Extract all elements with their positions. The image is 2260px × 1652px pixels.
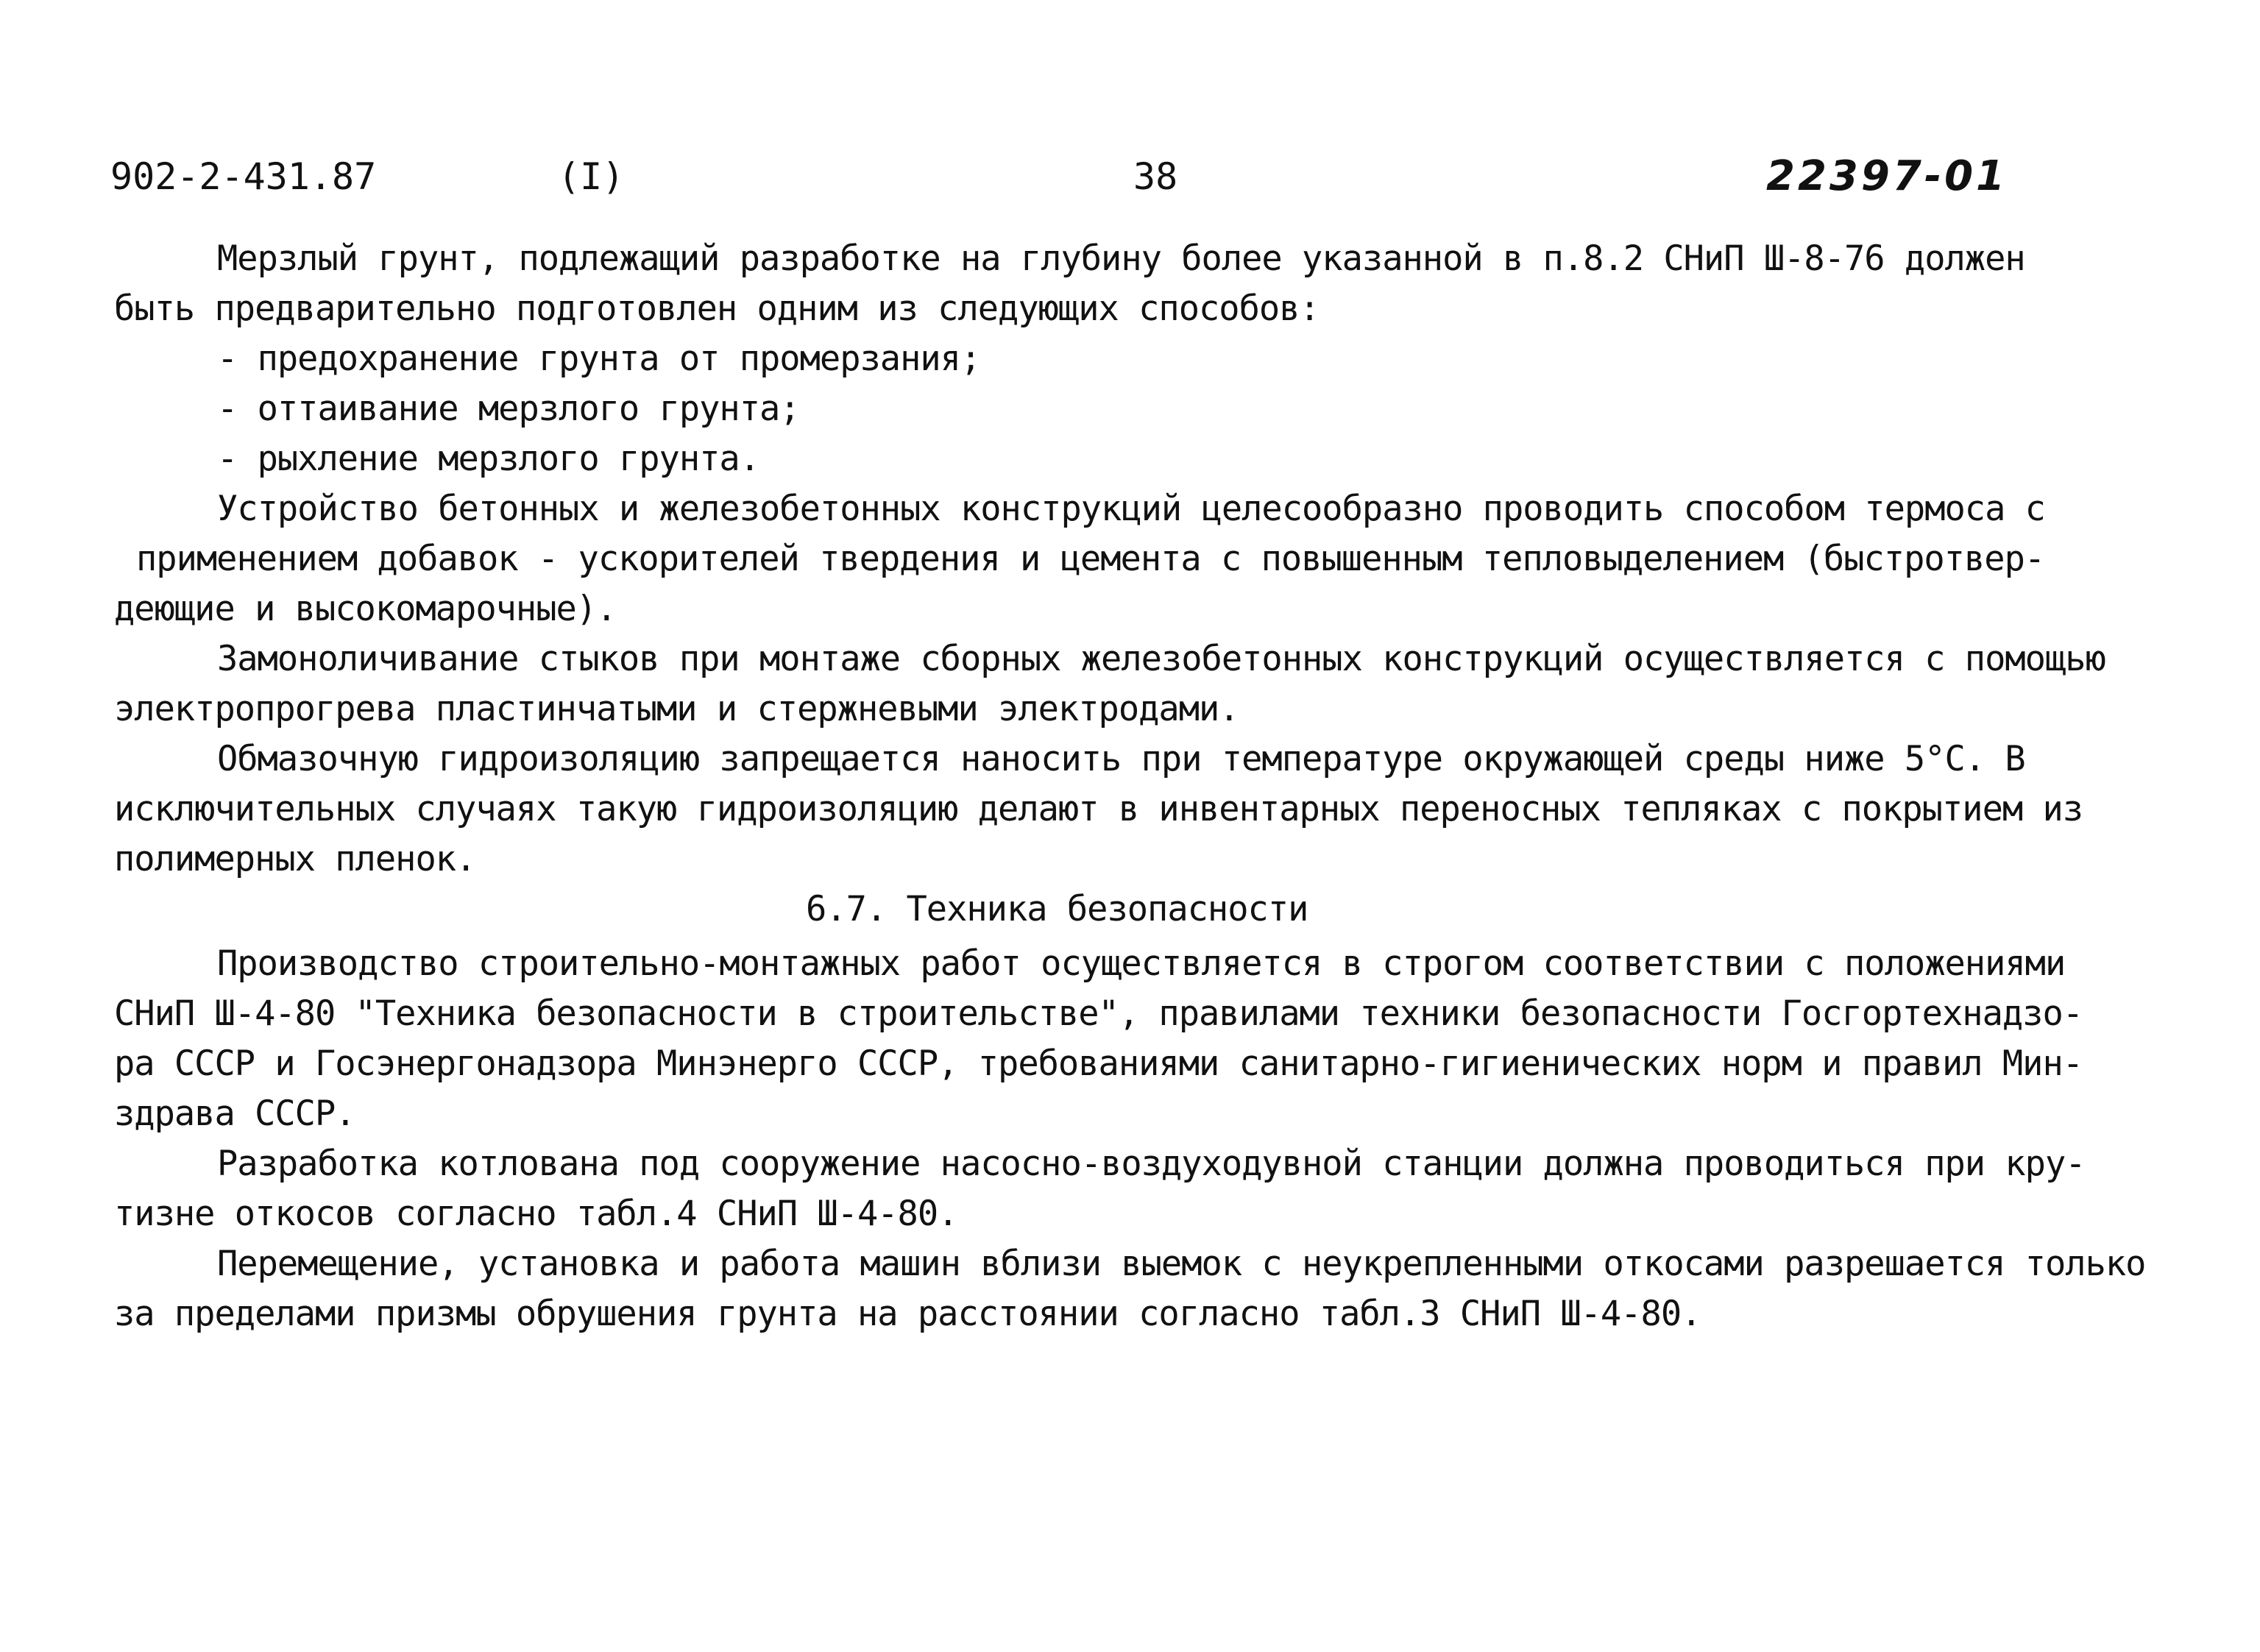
paragraph-line: ра СССР и Госэнергонадзора Минэнерго СССР, требованиями санитарно-гигиенических норм и правил Мин- [114,1043,2083,1084]
paragraph-line: Обмазочную гидроизоляцию запрещается наносить при температуре окружающей среды ниже 5°С. В [217,739,2025,779]
paragraph-line: исключительных случаях такую гидроизоляцию делают в инвентарных переносных тепляках с покрытием из [114,789,2083,829]
page-header [0,151,2260,202]
document-code: 902-2-431.87 [110,155,377,198]
list-item: - рыхление мерзлого грунта. [217,439,760,479]
paragraph-line: применением добавок - ускорителей твердения и цемента с повышенным тепловыделением (быстротвер- [136,539,2045,579]
paragraph-line: деющие и высокомарочные). [114,589,617,629]
list-item: - оттаивание мерзлого грунта; [217,389,800,429]
paragraph-line: полимерных пленок. [114,839,476,879]
paragraph-line: Перемещение, установка и работа машин вблизи выемок с неукрепленными откосами разрешается только [217,1244,2146,1284]
paragraph-line: Разработка котлована под сооружение насосно-воздуходувной станции должна проводиться при кру- [217,1144,2086,1184]
paragraph-line: за пределами призмы обрушения грунта на расстоянии согласно табл.3 СНиП Ш-4-80. [114,1294,1701,1334]
paragraph-line: здрава СССР. [114,1093,355,1134]
section-heading: 6.7. Техника безопасности [806,889,1308,929]
inventory-number: 22397-01 [1766,152,2008,200]
document-part: (I) [558,155,625,198]
paragraph-line: быть предварительно подготовлен одним из следующих способов: [114,288,1319,329]
paragraph-line: Устройство бетонных и железобетонных конструкций целесообразно проводить способом термоса с [217,489,2045,529]
paragraph-line: Производство строительно-монтажных работ осуществляется в строгом соответствии с положениями [217,943,2066,984]
page-number: 38 [1133,155,1178,198]
paragraph-line: Замоноличивание стыков при монтаже сборных железобетонных конструкций осуществляется с помощью [217,639,2105,679]
paragraph-line: Мерзлый грунт, подлежащий разработке на глубину более указанной в п.8.2 СНиП Ш-8-76 должен [217,238,2025,279]
list-item: - предохранение грунта от промерзания; [217,338,981,379]
paragraph-line: электропрогрева пластинчатыми и стержневыми электродами. [114,689,1239,729]
paragraph-line: тизне откосов согласно табл.4 СНиП Ш-4-80. [114,1194,958,1234]
document-body [114,234,2175,1339]
paragraph-line: СНиП Ш-4-80 "Техника безопасности в строительстве", правилами техники безопасности Госгортехнадзо- [114,993,2083,1034]
